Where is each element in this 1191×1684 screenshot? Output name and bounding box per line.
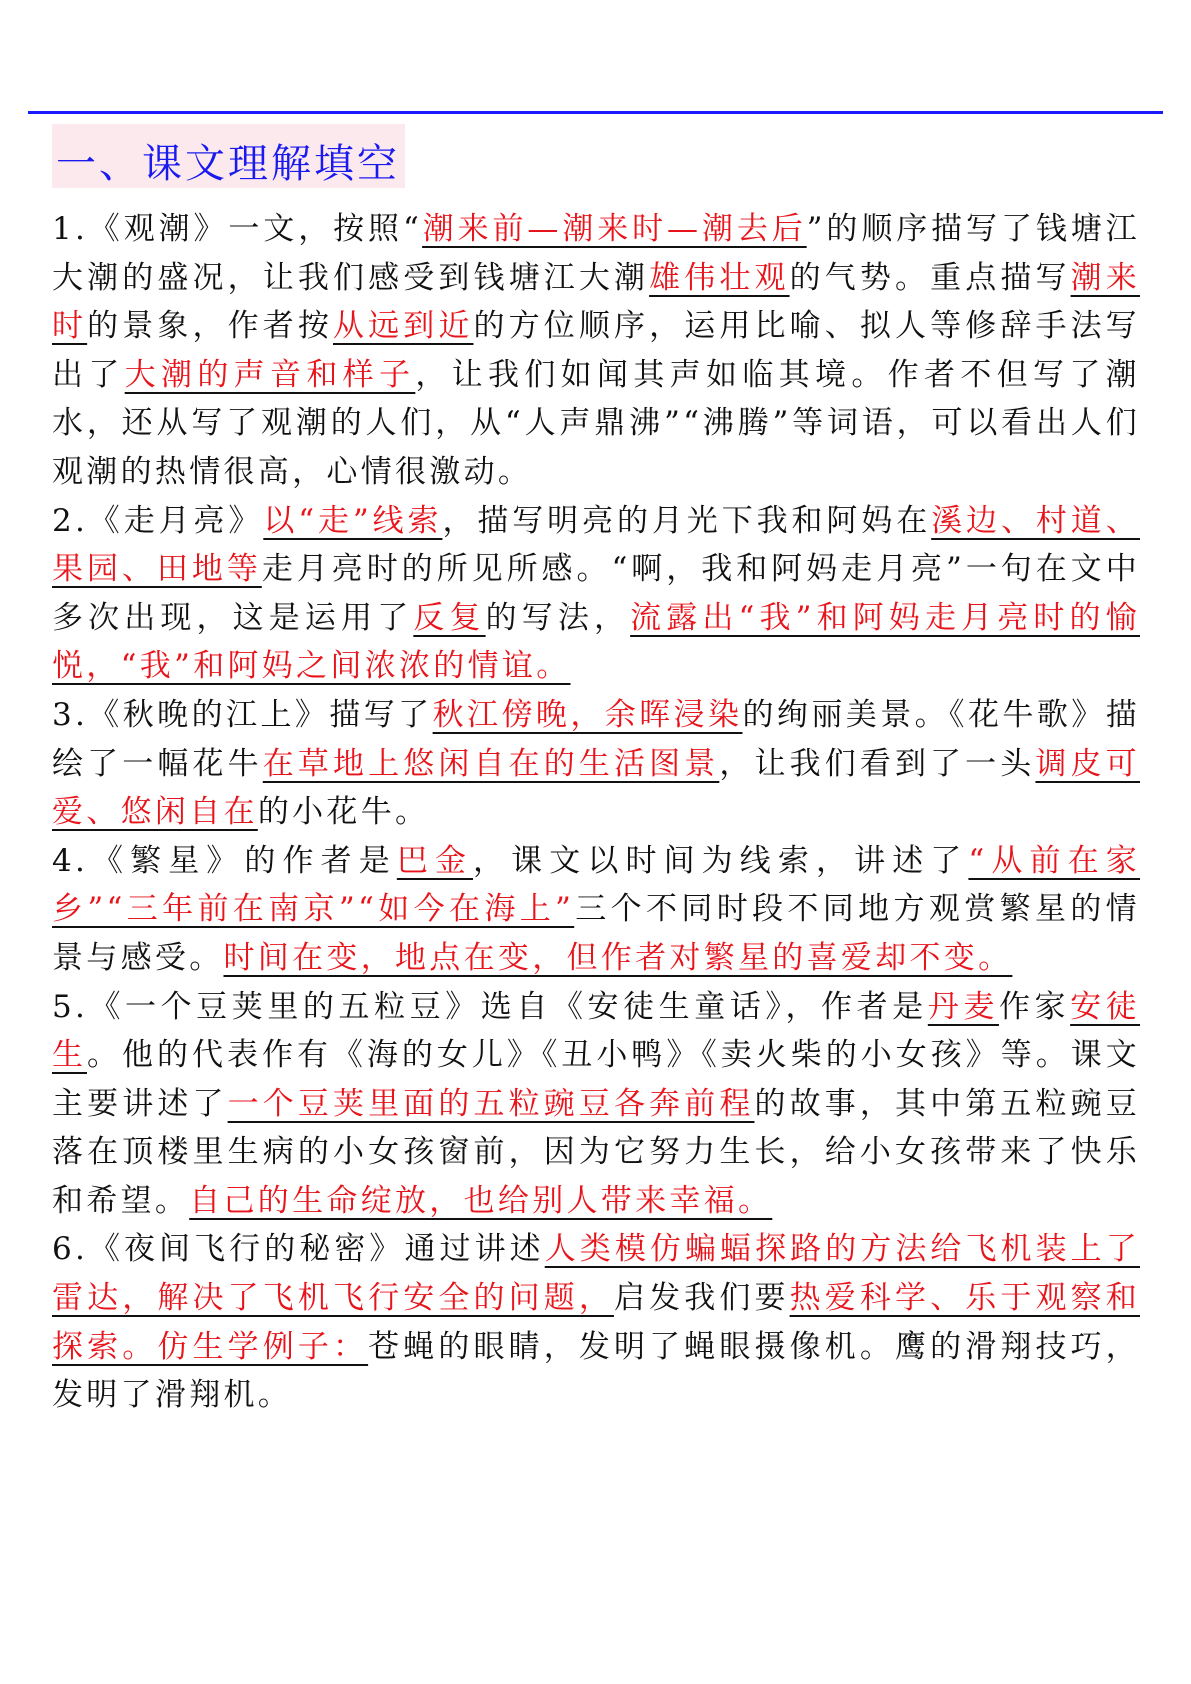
answer-text: 大潮的声音和样子	[124, 356, 416, 393]
question-text: 走月亮时的所见所感。“啊，我和阿妈走月亮”一句在文中多次出现，这是运用了	[52, 551, 1140, 636]
answer-text: 热爱科学、乐于观察和探索。仿生学例子：	[52, 1280, 1140, 1365]
top-divider-rule	[28, 111, 1163, 114]
question-text: 6.《夜间飞行的秘密》通过讲述	[52, 1231, 545, 1268]
answer-text: 在草地上悠闲自在的生活图景	[262, 745, 720, 782]
answer-text: 人类模仿蝙蝠探路的方法给飞机装上了雷达，解决了飞机飞行安全的问题，	[52, 1231, 1140, 1317]
answer-text: 潮来前—潮来时—潮去后	[422, 211, 807, 247]
question-text: 的绚丽美景。《花牛歌》描绘了一幅花牛	[52, 696, 1141, 782]
answer-text: 自己的生命绽放，也给别人带来幸福。	[189, 1182, 773, 1219]
question-text: 5.《一个豆荚里的五粒豆》选自《安徒生童话》，作者是	[52, 988, 928, 1025]
answer-text: 反复	[413, 599, 486, 636]
question-paragraph-4	[52, 837, 1140, 983]
question-text: 3.《秋晚的江上》描写了	[52, 696, 433, 733]
question-text: 的故事，其中第五粒豌豆落在顶楼里生病的小女孩窗前，因为它努力生长，给小女孩带来了快乐和希望。	[52, 1085, 1140, 1219]
question-text: 。他的代表作有《海的女儿》《丑小鸭》《卖火柴的小女孩》等。课文主要讲述了	[52, 1037, 1140, 1122]
fill-in-content	[52, 205, 1140, 1420]
question-text: 的方位顺序，运用比喻、拟人等修辞手法写出了	[52, 308, 1140, 393]
question-text: ，让我们看到了一头	[719, 745, 1036, 782]
question-text: 4.《繁星》的作者是	[52, 842, 397, 879]
question-text: 的气势。重点描写	[789, 259, 1071, 296]
question-text: ，课文以时间为线索，讲述了	[473, 842, 969, 879]
answer-text: 从远到近	[332, 308, 474, 345]
question-paragraph-6	[52, 1225, 1140, 1419]
answer-text: 安徒生	[52, 988, 1140, 1074]
question-paragraph-5	[52, 983, 1140, 1226]
answer-text: 以“走”线索	[263, 502, 443, 539]
answer-text: 时间在变，地点在变，但作者对繁星的喜爱却不变。	[223, 939, 1013, 976]
question-text: 2.《走月亮》	[52, 502, 264, 539]
answer-text: 流露出“我”和阿妈走月亮时的愉悦，“我”和阿妈之间浓浓的情谊。	[52, 599, 1140, 685]
answer-text: 秋江傍晚，余晖浸染	[432, 696, 743, 733]
question-paragraph-1	[52, 205, 1140, 497]
answer-text: 丹麦	[927, 988, 999, 1025]
question-text: 1.《观潮》一文，按照“	[52, 211, 423, 247]
question-text: 的景象，作者按	[87, 308, 333, 345]
section-heading-text: 一、课文理解填空	[56, 141, 400, 187]
question-paragraph-2	[52, 497, 1140, 691]
question-text: 的写法，	[485, 599, 631, 636]
question-paragraph-3	[52, 691, 1140, 837]
answer-text: 潮来时	[52, 259, 1141, 345]
section-heading	[52, 124, 405, 188]
answer-text: 一个豆荚里面的五粒豌豆各奔前程	[227, 1085, 755, 1122]
question-text: 作家	[998, 988, 1071, 1025]
answer-text: 巴金	[396, 842, 474, 879]
question-text: ”的顺序描写了钱塘江大潮的盛况，让我们感受到钱塘江大潮	[52, 211, 1140, 296]
question-text: 的小花牛。	[257, 794, 430, 831]
answer-text: 溪边、村道、果园、田地等	[52, 502, 1140, 588]
question-text: 苍蝇的眼睛，发明了蝇眼摄像机。鹰的滑翔技巧，发明了滑翔机。	[52, 1328, 1140, 1414]
question-text: 三个不同时段不同地方观赏繁星的情景与感受。	[52, 891, 1140, 976]
answer-text: 调皮可爱、悠闲自在	[52, 745, 1140, 831]
answer-text: 雄伟壮观	[649, 259, 790, 296]
answer-text: “从前在家乡”“三年前在南京”“如今在海上”	[52, 842, 1140, 928]
question-text: 启发我们要	[613, 1280, 790, 1317]
question-text: ，描写明亮的月光下我和阿妈在	[442, 502, 932, 539]
question-text: ，让我们如闻其声如临其境。作者不但写了潮水，还从写了观潮的人们，从“人声鼎沸”“沸腾”等词语，可以看出人们观潮的热情很高，心情很激动。	[52, 356, 1140, 490]
